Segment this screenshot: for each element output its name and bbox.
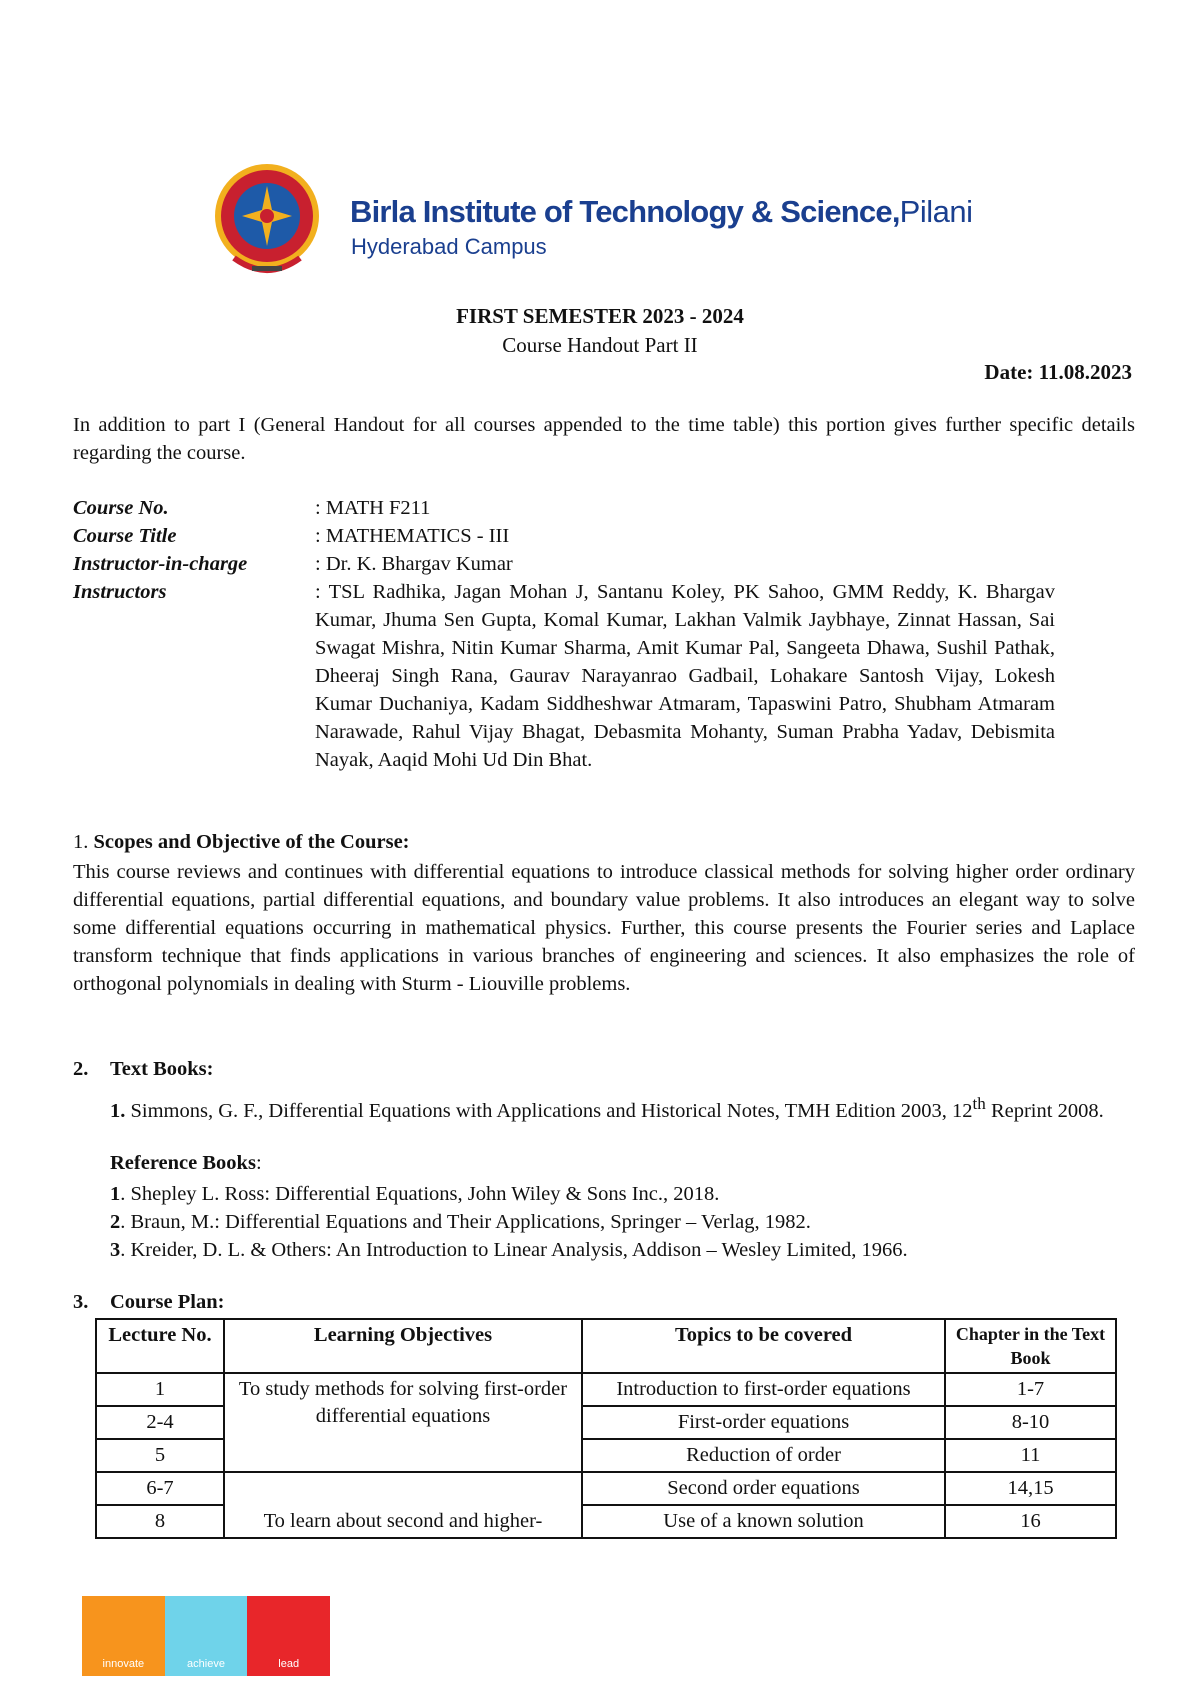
institute-seal-icon (212, 158, 322, 288)
reference-book-text: . Kreider, D. L. & Others: An Introduction to Linear Analysis, Addison – Wesley Limited, 1966. (120, 1239, 908, 1261)
instructors-label: Instructors (73, 581, 167, 603)
lecture-cell: 5 (96, 1439, 224, 1472)
instructors-row (73, 578, 1055, 774)
intro-paragraph: In addition to part I (General Handout for all courses appended to the time table) this portion gives further specific details regarding the course. (73, 414, 1135, 464)
course-title-label: Course Title (73, 525, 177, 547)
lecture-cell: 6-7 (96, 1472, 224, 1505)
header-objectives: Learning Objectives (224, 1319, 582, 1373)
section-1-text: This course reviews and continues with differential equations to introduce classical methods for solving higher order ordinary differential equations, partial differential equations, and boundary value problems. It also introduces an elegant way to solve some differential equations occurring in mathematical physics. Further, this course presents the Fourier series and Laplace transform technique that finds applications in various branches of engineering and sciences. It also emphasizes the role of orthogonal polynomials in dealing with Sturm - Liouville problems. (73, 861, 1135, 995)
reference-book-1 (110, 1180, 908, 1208)
footer-block-lead (247, 1596, 330, 1676)
chapter-cell: 8-10 (945, 1406, 1116, 1439)
section-1-number: 1. (73, 831, 89, 853)
text-book-1-sup: th (972, 1094, 986, 1113)
topic-cell: Reduction of order (582, 1439, 945, 1472)
logo-title (350, 194, 972, 230)
text-book-1-number: 1. (110, 1099, 126, 1122)
reference-books-title: Reference Books (110, 1152, 256, 1174)
objective-cell: To learn about second and higher- (224, 1472, 582, 1538)
text-book-1 (110, 1090, 1135, 1125)
logo-campus: Hyderabad Campus (351, 234, 547, 259)
lecture-cell: 2-4 (96, 1406, 224, 1439)
lecture-cell: 1 (96, 1373, 224, 1406)
topic-cell: First-order equations (582, 1406, 945, 1439)
lecture-cell: 8 (96, 1505, 224, 1538)
section-2-title: Text Books: (110, 1058, 214, 1080)
header-lecture: Lecture No. (96, 1319, 224, 1373)
table-row (96, 1373, 1116, 1406)
section-3-title: Course Plan: (110, 1291, 225, 1313)
chapter-cell: 16 (945, 1505, 1116, 1538)
instructor-incharge-value: : Dr. K. Bhargav Kumar (315, 553, 513, 575)
header-chapter: Chapter in the Text Book (945, 1319, 1116, 1373)
text-book-1-part-b: Reprint 2008. (985, 1099, 1104, 1122)
course-no-row (73, 494, 1055, 522)
instructor-incharge-row (73, 550, 1055, 578)
table-row (96, 1472, 1116, 1505)
handout-subtitle: Course Handout Part II (502, 333, 698, 357)
course-title-value: : MATHEMATICS - III (315, 525, 510, 547)
footer-word: achieve (187, 1658, 225, 1670)
course-no-label: Course No. (73, 497, 169, 519)
reference-book-number: 3 (110, 1239, 121, 1261)
section-3-heading (73, 1291, 224, 1314)
instructor-incharge-label: Instructor-in-charge (73, 553, 248, 575)
reference-book-2 (110, 1208, 908, 1236)
section-1-heading (73, 831, 410, 854)
chapter-cell: 1-7 (945, 1373, 1116, 1406)
reference-book-text: . Shepley L. Ross: Differential Equations, John Wiley & Sons Inc., 2018. (120, 1183, 720, 1205)
institute-logo (212, 152, 1002, 300)
section-1-title: Scopes and Objective of the Course: (93, 831, 410, 853)
instructors-value: : TSL Radhika, Jagan Mohan J, Santanu Koley, PK Sahoo, GMM Reddy, K. Bhargav Kumar, Jhuma Sen Gupta, Komal Kumar, Lakhan Valmik Jaybhaye, Zinnat Hassan, Sai Swagat Mishra, Nitin Kumar Sharma, Amit Kumar Pal, Sangeeta Dhawa, Sushil Pathak, Dheeraj Singh Rana, Gaurav Narayanrao Gadbail, Lohakare Santosh Vijay, Lokesh Kumar Duchaniya, Kadam Siddheshwar Atmaram, Tapaswini Patro, Shubham Atmaram Narawade, Rahul Vijay Bhagat, Debasmita Mohanty, Suman Prabha Yadav, Debismita Nayak, Aaqid Mohi Ud Din Bhat. (315, 581, 1055, 771)
footer-block-achieve (165, 1596, 248, 1676)
handout-date: Date: 11.08.2023 (984, 360, 1132, 384)
topic-cell: Second order equations (582, 1472, 945, 1505)
course-plan-table (95, 1318, 1117, 1539)
topic-cell: Introduction to first-order equations (582, 1373, 945, 1406)
course-details (73, 494, 1055, 774)
header-topics: Topics to be covered (582, 1319, 945, 1373)
course-title-row (73, 522, 1055, 550)
logo-name: Birla Institute of Technology & Science, (350, 194, 900, 229)
reference-books-heading (110, 1152, 262, 1175)
reference-book-text: . Braun, M.: Differential Equations and Their Applications, Springer – Verlag, 1982. (120, 1211, 811, 1233)
reference-books-colon: : (255, 1152, 262, 1174)
semester-title: FIRST SEMESTER 2023 - 2024 (456, 304, 744, 328)
section-2-number: 2. (73, 1058, 89, 1080)
text-book-1-part-a: Simmons, G. F., Differential Equations with Applications and Historical Notes, TMH Edition 2003, 12 (130, 1099, 973, 1122)
objective-cell: To study methods for solving first-order differential equations (224, 1373, 582, 1472)
section-2-heading (73, 1058, 213, 1081)
reference-book-number: 1 (110, 1183, 121, 1205)
chapter-cell: 11 (945, 1439, 1116, 1472)
logo-city: Pilani (899, 194, 973, 229)
footer-logo (82, 1596, 330, 1676)
reference-books-list (110, 1180, 908, 1264)
reference-book-3 (110, 1236, 908, 1264)
footer-word: lead (278, 1658, 300, 1670)
table-header-row (96, 1319, 1116, 1373)
course-no-value: : MATH F211 (315, 497, 431, 519)
chapter-cell: 14,15 (945, 1472, 1116, 1505)
footer-block-innovate (82, 1596, 165, 1676)
footer-word: innovate (102, 1658, 145, 1670)
topic-cell: Use of a known solution (582, 1505, 945, 1538)
section-3-number: 3. (73, 1291, 89, 1313)
reference-book-number: 2 (110, 1211, 121, 1233)
